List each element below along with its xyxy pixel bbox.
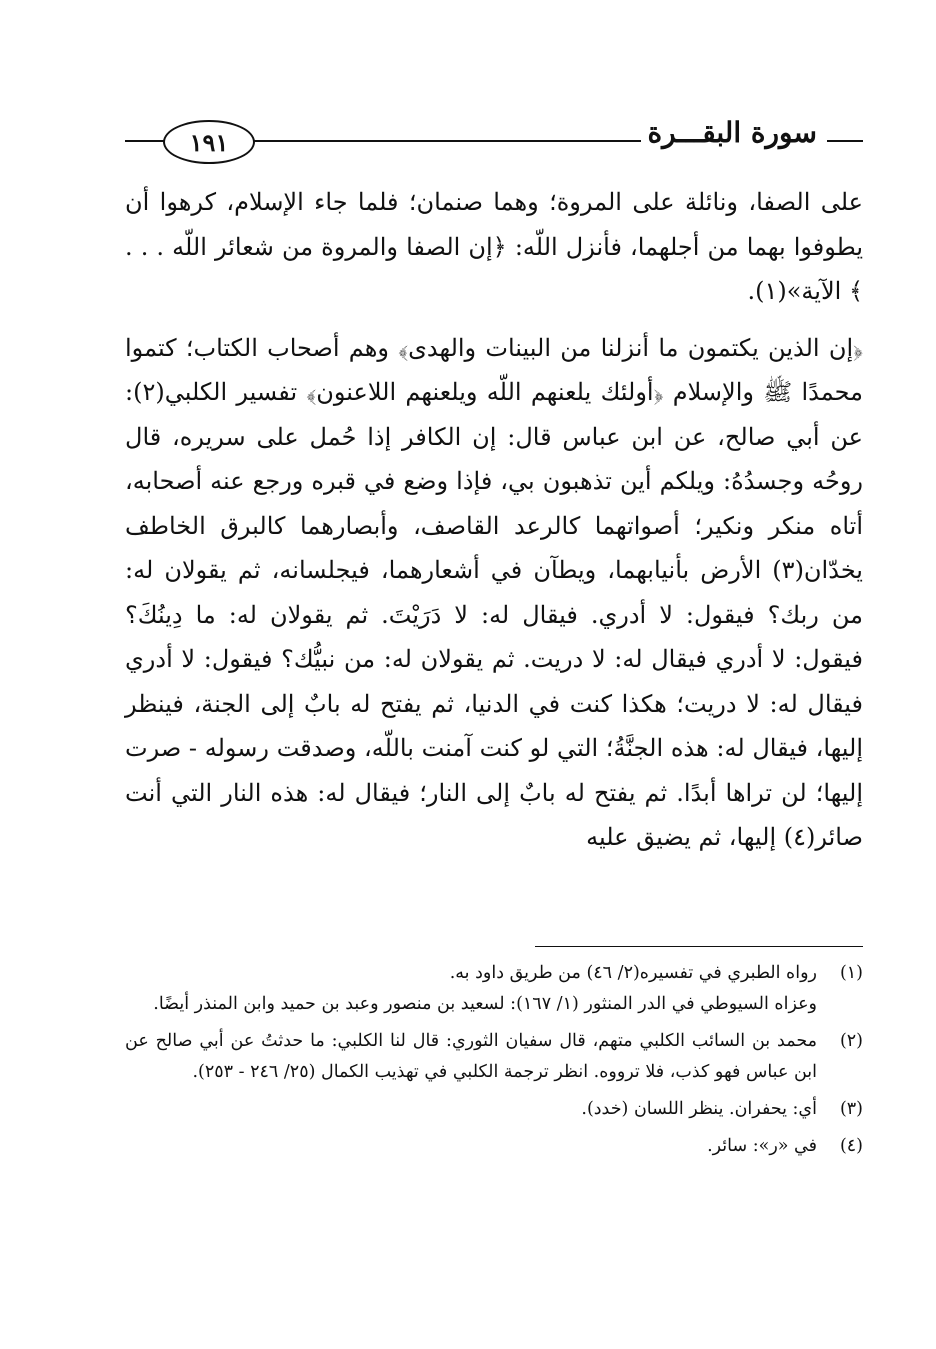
footnote-line: وعزاه السيوطي في الدر المنثور (١/ ١٦٧): لسعيد بن منصور وعبد بن حميد وابن المنذر أيضًا.: [153, 994, 817, 1014]
main-text: [125, 180, 863, 860]
footnote-number: (٤): [839, 1136, 863, 1156]
header-rule-right: [827, 140, 863, 142]
footnote-number: (٢): [839, 1031, 863, 1051]
footnote-line: في «ر»: سائر.: [707, 1136, 817, 1156]
footnote-text: [125, 1131, 817, 1162]
footnote-item: [125, 958, 863, 1020]
footnote-line: رواه الطبري في تفسيره(٢/ ٤٦) من طريق داود به.: [449, 963, 817, 983]
footnote-item: [125, 1094, 863, 1125]
footnote-text: [125, 1094, 817, 1125]
footnote-number: (٣): [839, 1099, 863, 1119]
paragraph: ﴿إن الذين يكتمون ما أنزلنا من البينات والهدى﴾ وهم أصحاب الكتاب؛ كتموا محمدًا ﷺ والإسلام ﴿أولئك يلعنهم اللّه ويلعنهم اللاعنون﴾ تفسير الكلبي(٢): عن أبي صالح، عن ابن عباس قال: إن الكافر إذا حُمل على سريره، قال روحُه وجسدُهُ: ويلكم أين تذهبون بي، فإذا وضع في قبره ورجع عنه أصحابه، أتاه منكر ونكير؛ أصواتهما كالرعد القاصف، وأبصارهما كالبرق الخاطف يخدّان(٣) الأرض بأنيابهما، ويطآن في أشعارهما، فيجلسانه، ثم يقولان له: من ربك؟ فيقول: لا أدري. فيقال له: لا دَرَيْتَ. ثم يقولان له: ما دِينُكَ؟ فيقول: لا أدري فيقال له: لا دريت. ثم يقولان له: من نبيُّك؟ فيقول: لا أدري فيقال له: لا دريت؛ هكذا كنت في الدنيا، ثم يفتح له بابٌ إلى الجنة، فينظر إليها، فيقال له: هذه الجنَّةُ؛ التي لو كنت آمنت باللّه، وصدقت رسوله - صرت إليها؛ لن تراها أبدًا. ثم يفتح له بابٌ إلى النار؛ فيقال له: هذه النار التي أنت صائر(٤) إليها، ثم يضيق عليه: [125, 333, 864, 851]
surah-title: سورة البقـــرة: [641, 116, 823, 149]
footnotes: [125, 958, 863, 1168]
footnote-text: [125, 958, 817, 1020]
page-number: ١٩١: [163, 120, 255, 164]
header-rule-left: [125, 140, 165, 142]
page-header: [125, 112, 863, 168]
header-rule-middle: [251, 140, 691, 142]
footnote-line: أي: يحفران. ينظر اللسان (خدد).: [581, 1099, 817, 1119]
paragraph: على الصفا، ونائلة على المروة؛ وهما صنمان؛ فلما جاء الإسلام، كرهوا أن يطوفوا بهما من أجلهما، فأنزل اللّه: ﴿إن الصفا والمروة من شعائر اللّه . . . ﴾ الآية»(١).: [125, 188, 863, 305]
footnote-number: (١): [839, 963, 863, 983]
footnote-text: [125, 1026, 817, 1088]
footnote-item: [125, 1131, 863, 1162]
footnote-separator: [535, 946, 863, 947]
footnote-line: محمد بن السائب الكلبي متهم، قال سفيان الثوري: قال لنا الكلبي: ما حدثتُ عن أبي صالح عن ابن عباس فهو كذب، فلا ترووه. انظر ترجمة الكلبي في تهذيب الكمال (٢٥/ ٢٤٦ - ٢٥٣).: [125, 1031, 817, 1082]
footnote-item: [125, 1026, 863, 1088]
